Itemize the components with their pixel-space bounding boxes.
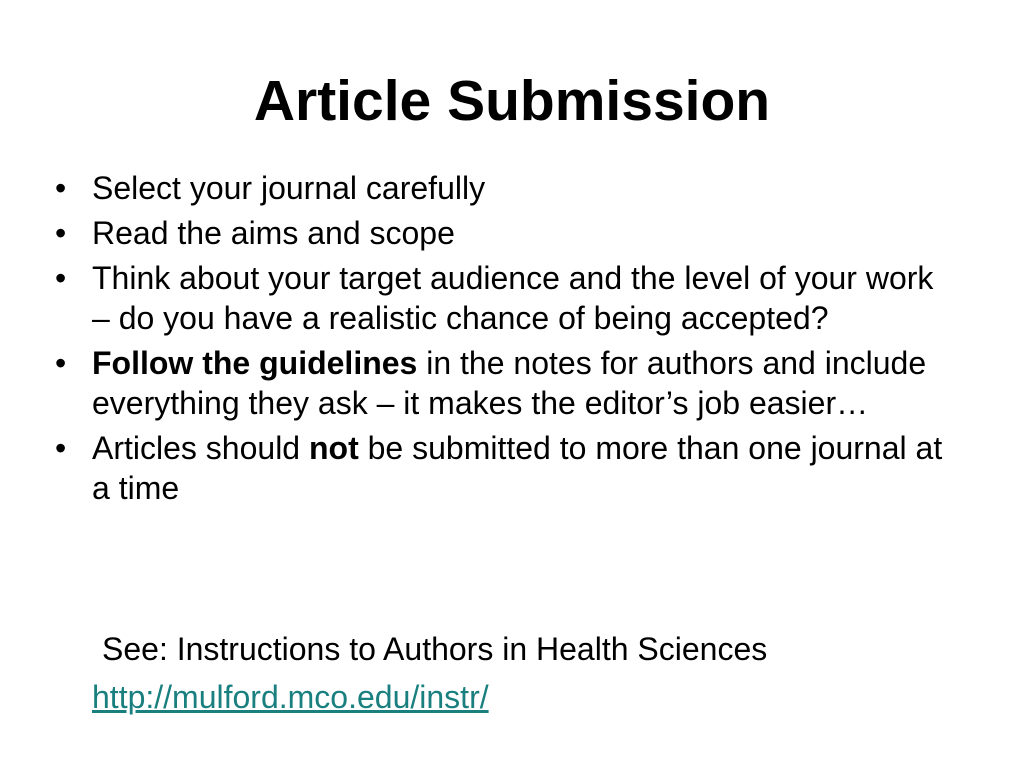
instructions-link[interactable]: http://mulford.mco.edu/instr/ (92, 679, 489, 715)
bullet-text: Think about your target audience and the level of your work – do you have a realistic chance of being accepted? (92, 260, 934, 336)
bullet-list (55, 168, 955, 513)
bullet-item-single-journal (55, 428, 955, 508)
bullet-text-bold: not (308, 430, 359, 466)
see-instructions-text: See: Instructions to Authors in Health Sciences (102, 631, 768, 667)
bullet-text: in the notes for authors and include everything they ask – it makes the editor’s job easier… (92, 345, 927, 421)
bullet-dot-icon: • (55, 260, 67, 296)
bullet-text-bold: Follow the guidelines (92, 345, 418, 381)
bullet-item-target-audience (55, 258, 955, 338)
bullet-item-aims-scope (55, 213, 955, 253)
bullet-dot-icon: • (55, 215, 67, 251)
bullet-text: be submitted to more than one journal at a time (92, 430, 943, 506)
slide-title: Article Submission (253, 69, 771, 133)
bullet-item-select-journal (55, 168, 955, 208)
bullet-dot-icon: • (55, 170, 67, 206)
bullet-text: Read the aims and scope (92, 215, 455, 251)
bullet-text: Select your journal carefully (92, 170, 486, 206)
bullet-dot-icon: • (55, 430, 67, 466)
bullet-text: Articles should (92, 430, 309, 466)
bullet-dot-icon: • (55, 345, 67, 381)
bullet-item-follow-guidelines (55, 343, 955, 423)
